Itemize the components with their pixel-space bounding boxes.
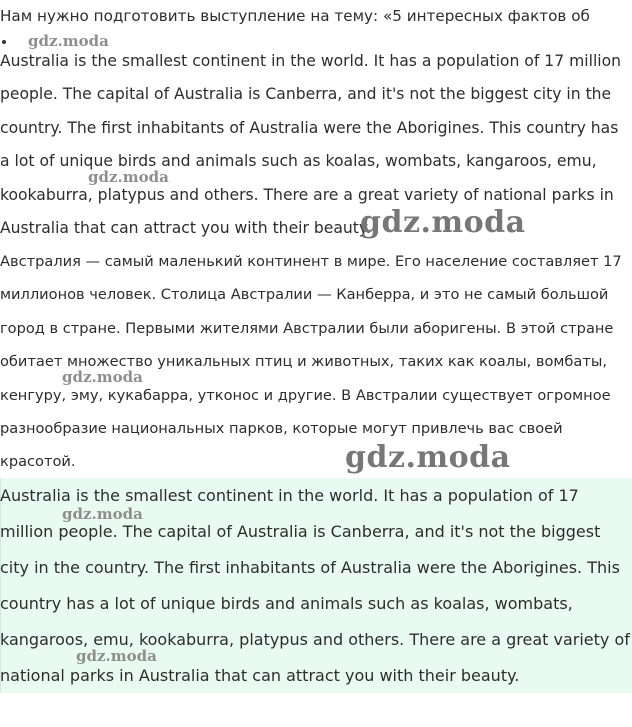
watermark: gdz.moda bbox=[62, 505, 143, 523]
watermark: gdz.moda bbox=[88, 168, 169, 186]
watermark: gdz.moda bbox=[345, 440, 511, 475]
watermark: gdz.moda bbox=[360, 205, 526, 240]
english-paragraph: Australia is the smallest continent in the world. It has a population of 17 million people. The capital of Australia is Canberra, and it's not the biggest city in the country. The first inhabitants of Australia were the Aborigines. This country has a lot of unique birds and animals such as koalas, wombats, kangaroos, emu, kookaburra, platypus and others. There are a great variety of national parks in Australia that can attract you with their beauty. bbox=[0, 52, 622, 238]
watermark: gdz.moda bbox=[62, 368, 143, 386]
bullet-dot bbox=[2, 40, 6, 44]
russian-paragraph: Австралия — самый маленький континент в мире. Его население составляет 17 миллионов человек. Столица Австралии — Канберра, и это не самый большой город в стране. Первыми жителями Австралии были аборигены. В этой стране обитает множество уникальных птиц и животных, таких как коалы, вомбаты, кенгуру, эму, кукабарра, утконос и другие. В Австралии существует огромное разнообразие национальных парков, которые могут привлечь вас своей красотой. bbox=[0, 253, 622, 471]
answer-paragraph: Australia is the smallest continent in the world. It has a population of 17 million people. The capital of Australia is Canberra, and it's not the biggest city in the country. The first inhabitants of Australia were the Aborigines. This country has a lot of unique birds and animals such as koalas, wombats, kangaroos, emu, kookaburra, platypus and others. There are a great variety of national parks in Australia that can attract you with their beauty. bbox=[0, 486, 630, 685]
watermark: gdz.moda bbox=[28, 32, 109, 50]
task-intro: Нам нужно подготовить выступление на тему: «5 интересных фактов об bbox=[0, 7, 590, 25]
watermark: gdz.moda bbox=[76, 647, 157, 665]
